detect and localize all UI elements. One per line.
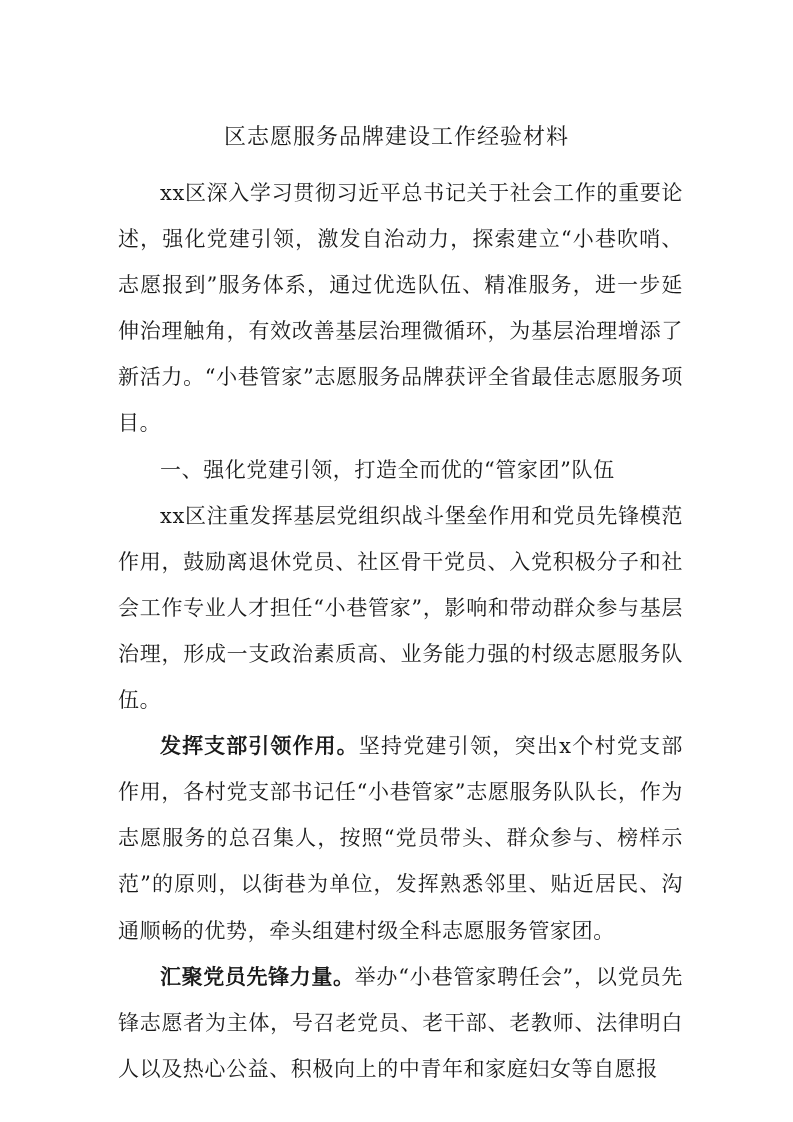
paragraph-section-1 bbox=[118, 493, 683, 723]
document-title: 区志愿服务品牌建设工作经验材料 bbox=[223, 125, 569, 150]
paragraph-intro bbox=[118, 170, 683, 447]
paragraph-text: 坚持党建引领，突出x个村党支部作用，各村党支部书记任“小巷管家”志愿服务队队长，作为志愿服务的总召集人，按照“党员带头、群众参与、榜样示范”的原则，以街巷为单位，发挥熟悉邻里、贴近居民、沟通顺畅的优势，牵头组建村级全科志愿服务管家团。 bbox=[118, 734, 683, 943]
paragraph-lead: 发挥支部引领作用。 bbox=[160, 734, 359, 759]
paragraph-lead: 汇聚党员先锋力量。 bbox=[160, 964, 355, 989]
section-heading-text: 一、强化党建引领，打造全而优的“管家团”队伍 bbox=[160, 457, 615, 482]
section-heading-1 bbox=[118, 447, 683, 493]
paragraph-text: 举办“小巷管家聘任会”，以党员先锋志愿者为主体，号召老党员、老干部、老教师、法律明白人以及热心公益、积极向上的中青年和家庭妇女等自愿报 bbox=[118, 964, 683, 1081]
paragraph-party-members bbox=[118, 954, 683, 1092]
paragraph-branch-role bbox=[118, 723, 683, 953]
paragraph-text: xx区深入学习贯彻习近平总书记关于社会工作的重要论述，强化党建引领，激发自治动力，探索建立“小巷吹哨、志愿报到”服务体系，通过优选队伍、精准服务，进一步延伸治理触角，有效改善基层治理微循环，为基层治理增添了新活力。“小巷管家”志愿服务品牌获评全省最佳志愿服务项目。 bbox=[118, 181, 683, 436]
document-body bbox=[118, 170, 683, 1092]
paragraph-text: xx区注重发挥基层党组织战斗堡垒作用和党员先锋模范作用，鼓励离退休党员、社区骨干党员、入党积极分子和社会工作专业人才担任“小巷管家”，影响和带动群众参与基层治理，形成一支政治素质高、业务能力强的村级志愿服务队伍。 bbox=[118, 503, 683, 713]
